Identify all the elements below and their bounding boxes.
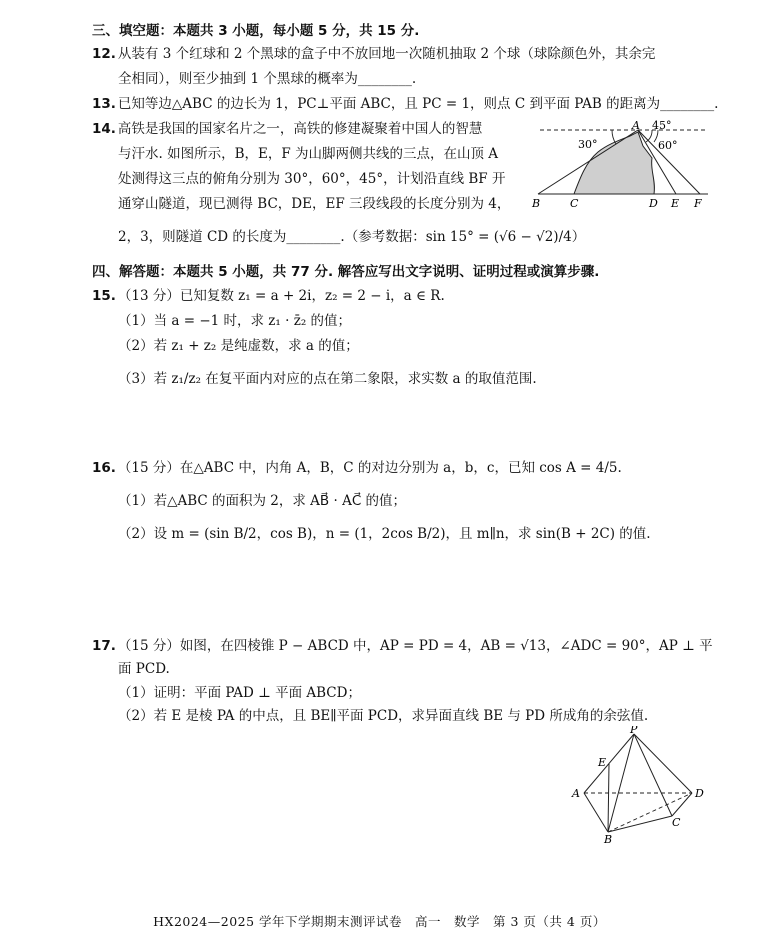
question-17-part2: （2）若 E 是棱 PA 的中点，且 BE∥平面 PCD，求异面直线 BE 与 PD 所成角的余弦值. xyxy=(118,708,649,724)
question-17-number: 17. xyxy=(92,638,116,654)
question-14-line1 xyxy=(92,120,482,138)
label-e: E xyxy=(598,756,607,769)
label-b: B xyxy=(604,833,613,846)
label-60: 60° xyxy=(658,139,678,152)
question-12-line2: 全相同），则至少抽到 1 个黑球的概率为________. xyxy=(118,71,417,87)
question-17-text: （15 分）如图，在四棱锥 P − ABCD 中，AP = PD = 4，AB = √13，∠ADC = 90°，AP ⊥ 平 xyxy=(117,638,713,654)
edge-ab xyxy=(584,793,608,832)
label-a: A xyxy=(572,787,580,800)
question-12-number: 12. xyxy=(92,46,116,62)
edge-cd xyxy=(672,793,692,816)
question-14-number: 14. xyxy=(92,121,116,137)
page-footer: HX2024—2025 学年下学期期末测评试卷 高一 数学 第 3 页（共 4 页） xyxy=(153,914,606,929)
question-14-line5: 2，3，则隧道 CD 的长度为________.（参考数据：sin 15° = (√6 − √2)/4） xyxy=(118,229,586,245)
question-15-text: （13 分）已知复数 z₁ = a + 2i，z₂ = 2 − i，a ∈ R. xyxy=(117,288,445,304)
label-p: P xyxy=(630,726,638,736)
question-12-text: 从装有 3 个红球和 2 个黑球的盒子中不放回地一次随机抽取 2 个球（球除颜色外，其余完 xyxy=(117,46,656,62)
label-f: F xyxy=(694,197,702,210)
pyramid-figure xyxy=(568,726,718,846)
label-d: D xyxy=(649,197,658,210)
tunnel-figure xyxy=(528,118,716,210)
edge-pd xyxy=(634,734,692,793)
label-d: D xyxy=(695,787,704,800)
label-b: B xyxy=(532,197,541,210)
question-15-number: 15. xyxy=(92,288,116,304)
question-16-number: 16. xyxy=(92,460,116,476)
question-15-line1 xyxy=(92,287,445,305)
question-17-part1: （1）证明：平面 PAD ⊥ 平面 ABCD； xyxy=(118,685,361,701)
label-a: A xyxy=(632,119,640,132)
question-16-text: （15 分）在△ABC 中，内角 A，B，C 的对边分别为 a，b，c，已知 cos A = 4/5. xyxy=(117,460,622,476)
question-14-line2: 与汗水. 如图所示，B，E，F 为山脚两侧共线的三点，在山顶 A xyxy=(118,146,499,162)
question-15-part2: （2）若 z₁ + z₂ 是纯虚数，求 a 的值； xyxy=(118,338,359,354)
question-15-part1: （1）当 a = −1 时，求 z₁ · z̄₂ 的值； xyxy=(118,313,352,329)
question-16-part1: （1）若△ABC 的面积为 2，求 AB⃗ · AC⃗ 的值； xyxy=(118,493,407,509)
question-12-line1 xyxy=(92,45,655,63)
question-13-number: 13. xyxy=(92,96,116,112)
question-13-text: 已知等边△ABC 的边长为 1，PC⊥平面 ABC，且 PC = 1，则点 C 到平面 PAB 的距离为________. xyxy=(117,96,719,112)
label-c: C xyxy=(570,197,579,210)
section4-heading: 四、解答题：本题共 5 小题，共 77 分. 解答应写出文字说明、证明过程或演算步骤. xyxy=(92,264,600,280)
question-17-line2: 面 PCD. xyxy=(118,661,170,677)
label-e: E xyxy=(671,197,680,210)
label-45: 45° xyxy=(652,119,672,132)
question-15-part3: （3）若 z₁/z₂ 在复平面内对应的点在第二象限，求实数 a 的取值范围. xyxy=(118,371,537,387)
question-14-line4: 通穿山隧道，现已测得 BC，DE，EF 三段线段的长度分别为 4， xyxy=(118,196,511,212)
segment-be xyxy=(608,764,609,832)
question-13-line1 xyxy=(92,95,718,113)
label-c: C xyxy=(672,816,681,829)
question-16-line1 xyxy=(92,459,622,477)
label-30: 30° xyxy=(578,138,598,151)
edge-bc xyxy=(608,816,672,832)
section3-heading: 三、填空题：本题共 3 小题，每小题 5 分，共 15 分. xyxy=(92,23,420,39)
question-17-line1 xyxy=(92,637,713,655)
question-14-line3: 处测得这三点的俯角分别为 30°，60°，45°，计划沿直线 BF 开 xyxy=(118,171,506,187)
question-14-text: 高铁是我国的国家名片之一，高铁的修建凝聚着中国人的智慧 xyxy=(117,121,483,137)
question-16-part2: （2）设 m = (sin B/2，cos B)，n = (1，2cos B/2)，且 m∥n，求 sin(B + 2C) 的值. xyxy=(118,526,651,542)
edge-pc xyxy=(634,734,672,816)
